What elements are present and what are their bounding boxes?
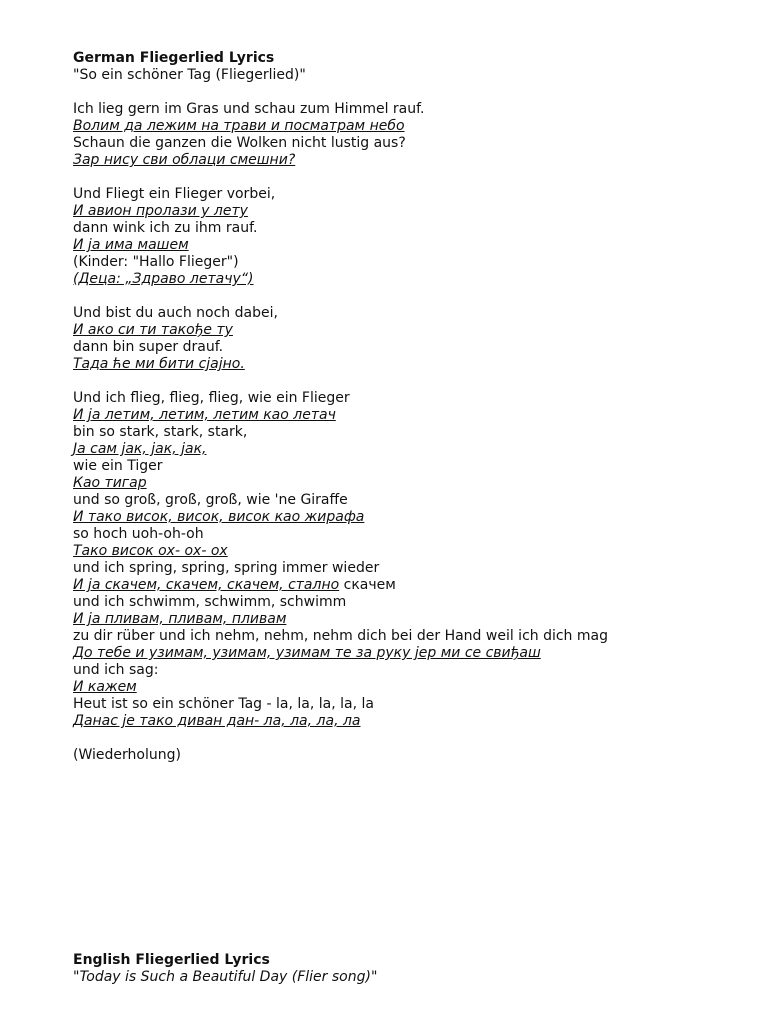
lyric-line-german: Schaun die ganzen die Wolken nicht lustig aus?: [73, 135, 406, 151]
lyric-line-serbian: И ако си ти такође ту: [73, 322, 233, 338]
lyric-line-serbian: Зар нису сви облаци смешни?: [73, 152, 296, 168]
lyric-line-german: Und bist du auch noch dabei,: [73, 305, 278, 321]
spacer: [73, 373, 753, 390]
lyric-line-serbian: (Деца: „Здраво летачу“): [73, 271, 254, 287]
lyric-line-serbian: И ја има машем: [73, 237, 189, 253]
lyric-line-serbian: И кажем: [73, 679, 137, 695]
lyric-line-serbian: И авион пролази у лету: [73, 203, 248, 219]
lyric-line-german: und ich schwimm, schwimm, schwimm: [73, 594, 347, 610]
spacer: [73, 288, 753, 305]
lyric-line-german: Und Fliegt ein Flieger vorbei,: [73, 186, 276, 202]
spacer: [73, 169, 753, 186]
lyric-line-german: Und ich flieg, flieg, flieg, wie ein Flieger: [73, 390, 350, 406]
lyric-line-serbian-mixed: [73, 577, 753, 594]
lyric-line-serbian: И ја пливам, пливам, пливам: [73, 611, 287, 627]
lyric-plain-part: скачем: [339, 577, 396, 593]
document-body: [73, 50, 753, 764]
german-song-subtitle: "So ein schöner Tag (Fliegerlied)": [73, 67, 306, 83]
lyric-line-serbian: И ја летим, летим, летим као летач: [73, 407, 336, 423]
lyric-underlined-part: И ја скачем, скачем, скачем, стално: [73, 577, 340, 593]
lyric-line-serbian: Данас је тако диван дан- ла, ла, ла, ла: [73, 713, 361, 729]
english-lyrics-heading: English Fliegerlied Lyrics: [73, 952, 270, 968]
lyric-line-serbian: Ја сам јак, јак, јак,: [73, 441, 207, 457]
lyric-line-german: dann wink ich zu ihm rauf.: [73, 220, 258, 236]
english-song-subtitle: "Today is Such a Beautiful Day (Flier song)": [73, 969, 378, 985]
spacer: [73, 84, 753, 101]
german-lyrics-heading: German Fliegerlied Lyrics: [73, 50, 275, 66]
lyric-line-german: (Kinder: "Hallo Flieger"): [73, 254, 239, 270]
lyric-line-german: wie ein Tiger: [73, 458, 163, 474]
spacer: [73, 730, 753, 747]
lyric-line-serbian: Као тигар: [73, 475, 147, 491]
lyric-line-serbian: Волим да лежим на трави и посматрам небо: [73, 118, 405, 134]
lyric-line-german: und ich spring, spring, spring immer wieder: [73, 560, 380, 576]
lyric-line-german: so hoch uoh-oh-oh: [73, 526, 204, 542]
lyric-line-german: und so groß, groß, groß, wie 'ne Giraffe: [73, 492, 348, 508]
lyric-line-german: bin so stark, stark, stark,: [73, 424, 248, 440]
lyric-line-german: zu dir rüber und ich nehm, nehm, nehm dich bei der Hand weil ich dich mag: [73, 628, 608, 644]
lyric-line-serbian: Тако висок ох- ох- ох: [73, 543, 228, 559]
lyric-line-serbian: И тако висок, висок, висок као жирафа: [73, 509, 365, 525]
english-section: [73, 952, 753, 986]
lyric-line-serbian: До тебе и узимам, узимам, узимам те за руку јер ми се свиђаш: [73, 645, 541, 661]
lyric-line-german: Ich lieg gern im Gras und schau zum Himmel rauf.: [73, 101, 425, 117]
repeat-note: (Wiederholung): [73, 747, 181, 763]
lyric-line-german: Heut ist so ein schöner Tag - la, la, la, la, la: [73, 696, 374, 712]
lyric-line-serbian: Тада ће ми бити сјајно.: [73, 356, 245, 372]
lyric-line-german: dann bin super drauf.: [73, 339, 224, 355]
lyric-line-german: und ich sag:: [73, 662, 159, 678]
